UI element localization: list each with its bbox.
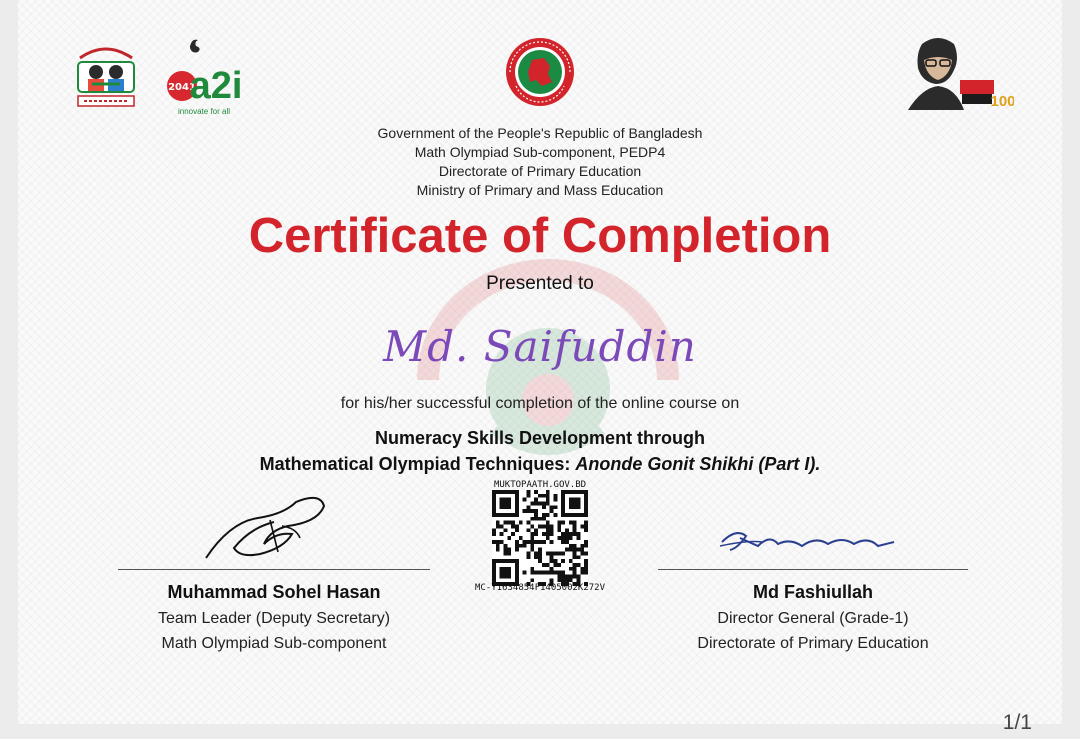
right-signatory-title: Director General (Grade-1): [717, 610, 909, 627]
issuer-line-directorate: Directorate of Primary Education: [438, 163, 642, 179]
presented-to-label: Presented to: [486, 273, 594, 294]
certificate-title: Certificate of Completion: [248, 209, 832, 263]
a2i-tagline: innovate for all: [177, 107, 231, 116]
mujib-100-badge: 100: [990, 93, 1014, 110]
mujib-100-logo: [902, 32, 1014, 112]
course-title-line-2: [18, 454, 1062, 475]
left-signature-line: [118, 569, 430, 570]
a2i-badge: 2041: [168, 82, 196, 93]
course-title-prefix: Mathematical Olympiad Techniques:: [259, 454, 576, 474]
a2i-wordmark: a2i: [189, 65, 243, 107]
left-signature-image: [200, 492, 330, 566]
issuer-line-component: Math Olympiad Sub-component, PEDP4: [414, 144, 666, 160]
a2i-logo: [164, 36, 244, 118]
recipient-name: Md. Saifuddin: [383, 322, 697, 371]
left-signatory-title: Team Leader (Deputy Secretary): [157, 610, 391, 627]
left-signatory: [109, 581, 439, 656]
qr-code: [490, 490, 590, 586]
course-title-line-1: Numeracy Skills Development through: [374, 428, 706, 448]
government-seal: [504, 36, 576, 108]
right-signature-image: [718, 522, 898, 558]
right-signatory: [648, 581, 978, 656]
completion-statement: for his/her successful completion of the online course on: [340, 395, 740, 412]
right-signatory-name: Md Fashiullah: [752, 582, 873, 602]
right-signature-line: [658, 569, 968, 570]
certificate-id: MC-Y1634854F1405002K272V: [474, 583, 606, 593]
issuer-block: [18, 124, 1062, 200]
qr-url-label: MUKTOPAATH.GOV.BD: [493, 480, 587, 490]
right-signatory-org: Directorate of Primary Education: [697, 635, 929, 652]
primary-education-logo: [70, 38, 142, 110]
course-title-italic: Anonde Gonit Shikhi (Part I).: [575, 454, 821, 474]
page-indicator: 1/1: [1002, 711, 1032, 734]
issuer-line-ministry: Ministry of Primary and Mass Education: [416, 182, 664, 198]
certificate-page: [18, 0, 1062, 724]
issuer-line-government: Government of the People's Republic of Bangladesh: [377, 125, 703, 141]
left-signatory-name: Muhammad Sohel Hasan: [167, 582, 381, 602]
left-signatory-org: Math Olympiad Sub-component: [161, 635, 387, 652]
